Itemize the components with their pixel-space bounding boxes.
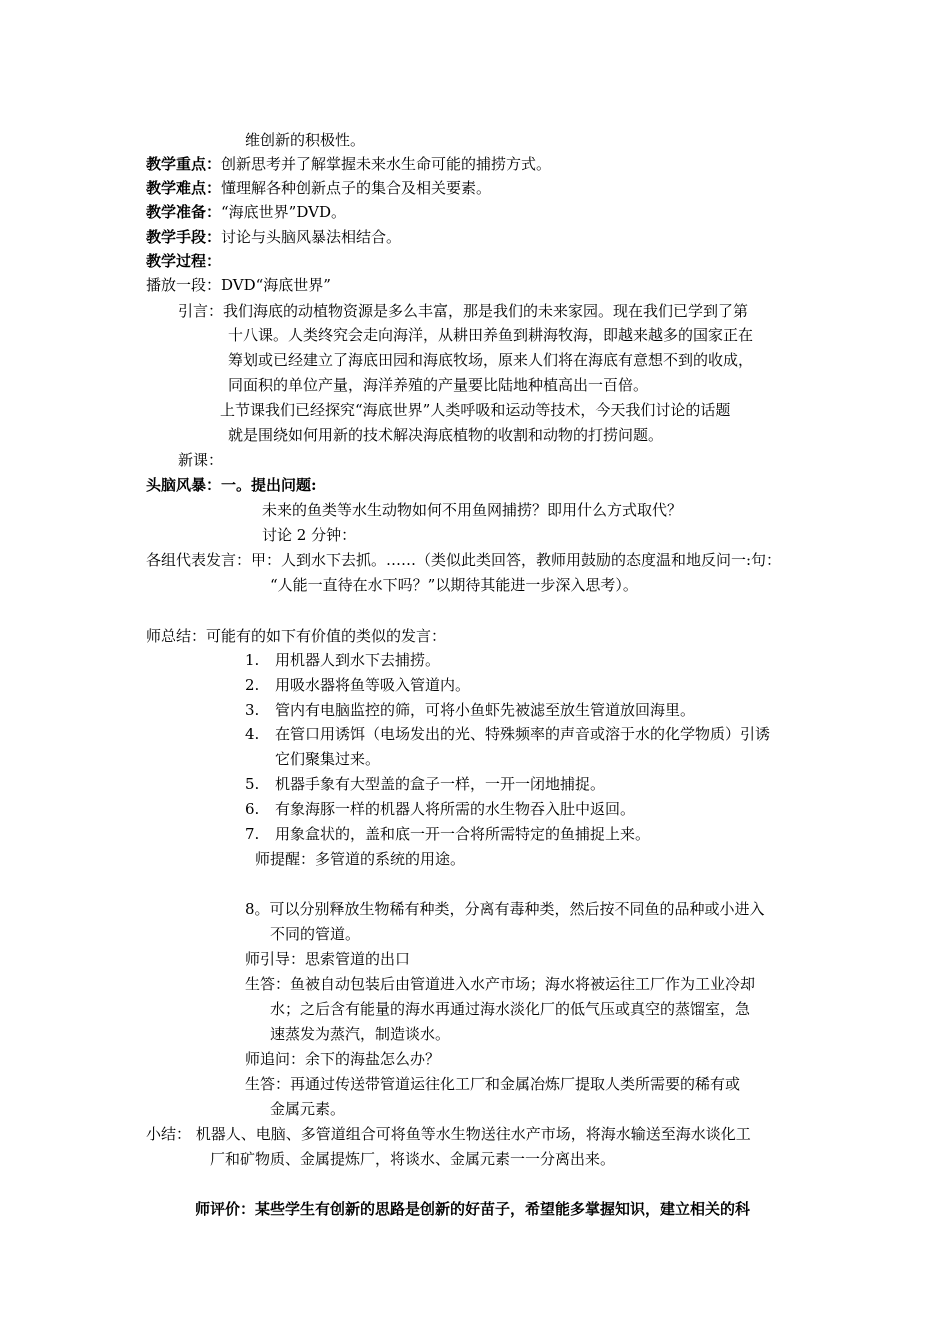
text-line: 讨论 2 分钟： <box>262 526 357 544</box>
section-text: 懂理解各种创新点子的集合及相关要素。 <box>221 179 492 197</box>
section-label: 教学手段： <box>146 228 222 246</box>
text-line: 生答：鱼被自动包装后由管道进入水产市场；海水将被运往工厂作为工业冷却 <box>245 975 756 993</box>
list-number: 5. <box>245 775 260 793</box>
teacher-evaluation: 师评价：某些学生有创新的思路是创新的好苗子，希望能多掌握知识，建立相关的科 <box>195 1200 751 1218</box>
section-text: “海底世界”DVD。 <box>221 203 346 221</box>
list-number: 4. <box>245 725 260 743</box>
teaching-means-line <box>146 225 401 249</box>
teaching-prep-line <box>146 200 346 224</box>
text-line: 厂和矿物质、金属提炼厂，将谈水、金属元素一一分离出来。 <box>210 1150 616 1168</box>
list-item <box>245 648 440 672</box>
list-text: 机器手象有大型盖的盒子一样，一开一闭地捕捉。 <box>275 775 606 793</box>
text-line: “人能一直待在水下吗？”以期待其能进一步深入思考）。 <box>270 576 638 594</box>
list-number: 7. <box>245 825 260 843</box>
teaching-process-heading: 教学过程： <box>146 252 222 270</box>
section-text: 讨论与头脑风暴法相结合。 <box>221 228 402 246</box>
text-line: 不同的管道。 <box>270 925 361 943</box>
text-line: 引言：我们海底的动植物资源是多么丰富，那是我们的未来家园。现在我们已学到了第 <box>178 302 749 320</box>
text-line: 师引导：思索管道的出口 <box>245 950 411 968</box>
text-line: 小结： 机器人、电脑、多管道组合可将鱼等水生物送往水产市场，将海水输送至海水谈化工 <box>146 1125 751 1143</box>
list-text: 用象盒状的，盖和底一开一合将所需特定的鱼捕捉上来。 <box>275 825 651 843</box>
list-item <box>245 772 605 796</box>
list-item <box>245 822 650 846</box>
text-line: 十八课。人类终究会走向海洋，从耕田养鱼到耕海牧海，即越来越多的国家正在 <box>228 326 754 344</box>
text-line: 师追问：余下的海盐怎么办？ <box>245 1050 441 1068</box>
text-line: 速蒸发为蒸汽，制造谈水。 <box>270 1025 451 1043</box>
text-line: 筹划或已经建立了海底田园和海底牧场，原来人们将在海底有意想不到的收成， <box>228 351 754 369</box>
text-line: 8。可以分别释放生物稀有种类，分离有毒种类，然后按不同鱼的品种或小进入 <box>245 900 765 918</box>
text-line: 各组代表发言：甲：人到水下去抓。……（类似此类回答，教师用鼓励的态度温和地反问一:句： <box>146 551 782 569</box>
list-text: 在管口用诱饵（电场发出的光、特殊频率的声音或溶于水的化学物质）引诱 <box>275 725 771 743</box>
list-text: 有象海豚一样的机器人将所需的水生物吞入肚中返回。 <box>275 800 636 818</box>
list-text: 用吸水器将鱼等吸入管道内。 <box>275 676 471 694</box>
text-line: 就是围绕如何用新的技术解决海底植物的收割和动物的打捞问题。 <box>228 426 664 444</box>
list-number: 1. <box>245 651 260 669</box>
list-item <box>245 797 635 821</box>
section-text: 创新思考并了解掌握未来水生命可能的捕捞方式。 <box>221 155 552 173</box>
text-line: 生答：再通过传送带管道运往化工厂和金属冶炼厂提取人类所需要的稀有或 <box>245 1075 741 1093</box>
section-label: 教学重点： <box>146 155 222 173</box>
list-item <box>245 673 470 697</box>
text-line: 未来的鱼类等水生动物如何不用鱼网捕捞？即用什么方式取代？ <box>262 501 683 519</box>
teaching-difficulty-line <box>146 176 491 200</box>
text-line: 维创新的积极性。 <box>245 131 366 149</box>
text-line: 播放一段：DVD“海底世界” <box>146 276 331 294</box>
text-line: 上节课我们已经探究“海底世界”人类呼吸和运动等技术，今天我们讨论的话题 <box>220 401 731 419</box>
list-item <box>245 722 770 746</box>
list-text: 用机器人到水下去捕捞。 <box>275 651 441 669</box>
list-number: 3. <box>245 701 260 719</box>
section-label: 教学准备： <box>146 203 222 221</box>
section-label: 教学难点： <box>146 179 222 197</box>
list-number: 2. <box>245 676 260 694</box>
text-line: 同面积的单位产量，海洋养殖的产量要比陆地种植高出一百倍。 <box>228 376 649 394</box>
text-line: 师总结：可能有的如下有价值的类似的发言： <box>146 627 447 645</box>
list-text: 管内有电脑监控的筛，可将小鱼虾先被滤至放生管道放回海里。 <box>275 701 696 719</box>
text-line: 新课： <box>178 451 224 469</box>
text-line: 水；之后含有能量的海水再通过海水淡化厂的低气压或真空的蒸馏室，急 <box>270 1000 751 1018</box>
text-line: 师提醒：多管道的系统的用途。 <box>255 850 466 868</box>
text-line: 金属元素。 <box>270 1100 346 1118</box>
brainstorm-heading: 头脑风暴：一。提出问题: <box>146 476 317 494</box>
list-number: 6. <box>245 800 260 818</box>
list-item <box>245 698 695 722</box>
text-line: 它们聚集过来。 <box>275 750 381 768</box>
teaching-focus-line <box>146 152 551 176</box>
